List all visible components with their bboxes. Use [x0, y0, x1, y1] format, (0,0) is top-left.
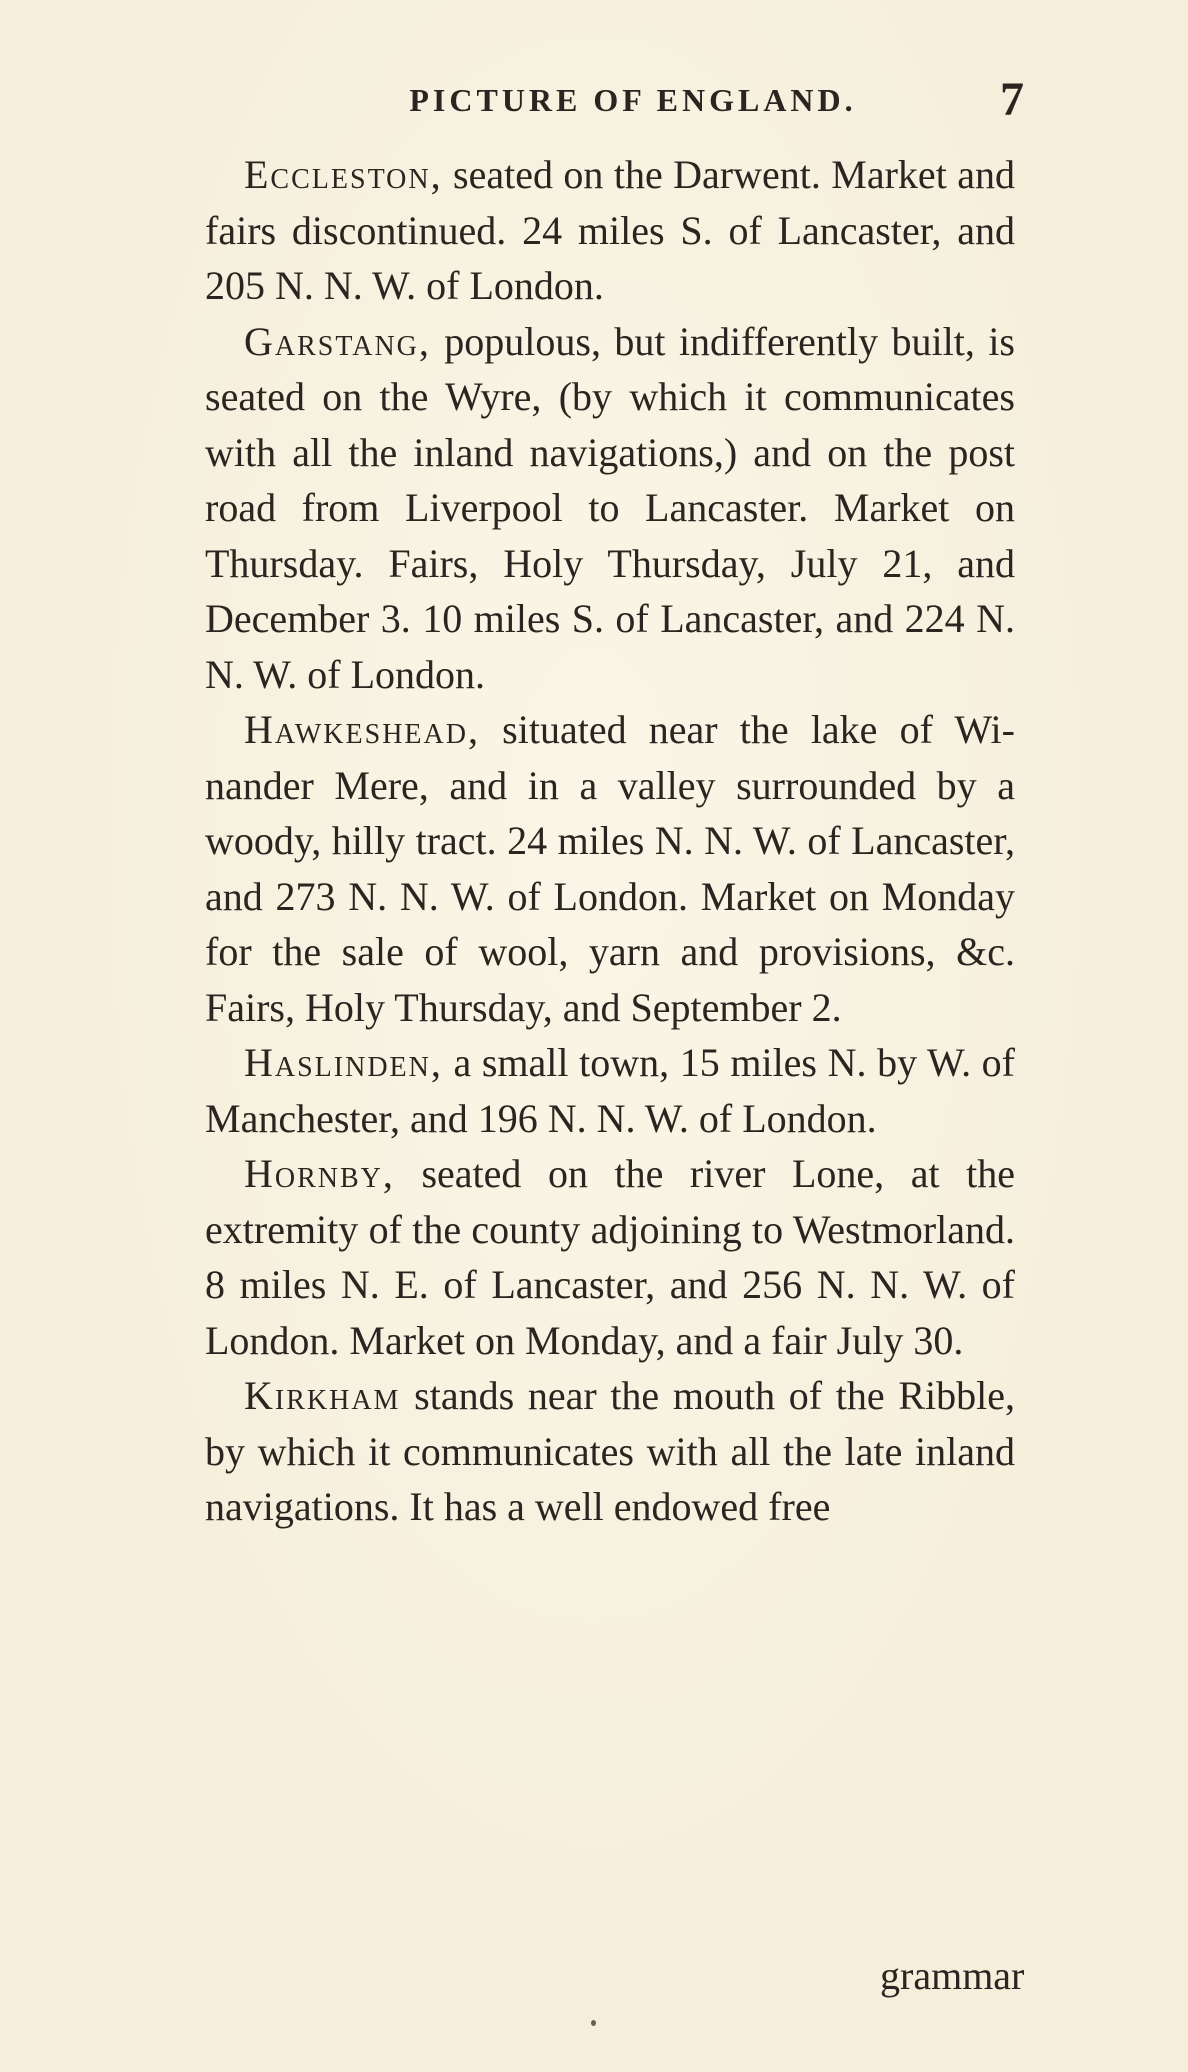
- entry-hornby: [205, 1146, 1015, 1368]
- entry-description: seated on the river Lone, at the extremity of the county adjoining to Westmorland. 8 miles N. E. of Lancaster, and 256 N. N. W. of London. Market on Monday, and a fair July 30.: [205, 1151, 1015, 1363]
- entry-hawkeshead: [205, 702, 1015, 1035]
- entry-description: a small town, 15 miles N. by W. of Manchester, and 196 N. N. W. of London.: [205, 1040, 1015, 1141]
- entry-description: stands near the mouth of the Ribble, by which it communicates with all the late inland navigations. It has a well endowed free: [205, 1373, 1015, 1529]
- entry-town-name: Kirkham: [244, 1373, 401, 1418]
- entry-town-name: Eccleston,: [244, 152, 443, 197]
- entry-garstang: [205, 314, 1015, 703]
- entry-town-name: Hawkeshead,: [244, 707, 480, 752]
- entry-description: populous, but indifferently built, is seated on the Wyre, (by which it communicates with all the inland navigations,) and on the post road from Liverpool to Lancaster. Market on Thursday. Fairs, Holy Thursday, July 21, and December 3. 10 miles S. of Lancaster, and 224 N. N. W. of London.: [205, 318, 1015, 697]
- catchword: grammar: [880, 1953, 1025, 1998]
- entry-haslinden: [205, 1035, 1015, 1146]
- entry-description: situated near the lake of Winander Mere, and in a valley surrounded by a woody, hilly tract. 24 miles N. N. W. of Lancaster, and 273 N. N. W. of London. Market on Monday for the sale of wool, yarn and provisions, &c. Fairs, Holy Thursday, and September 2.: [205, 707, 1015, 1030]
- entry-town-name: Hornby,: [244, 1151, 395, 1196]
- paper-speck: [591, 2020, 596, 2026]
- entry-eccleston: [205, 147, 1015, 314]
- entry-description: seated on the Darwent. Market and fairs discontinued. 24 miles S. of Lancaster, and 205 N. N. W. of London.: [205, 152, 1015, 308]
- body-text: [205, 147, 1015, 1535]
- entry-kirkham: [205, 1368, 1015, 1535]
- page-number: 7: [1000, 73, 1024, 126]
- running-head: PICTURE OF ENGLAND.: [409, 82, 857, 118]
- entry-town-name: Haslinden,: [244, 1040, 443, 1085]
- entry-town-name: Garstang,: [244, 318, 431, 364]
